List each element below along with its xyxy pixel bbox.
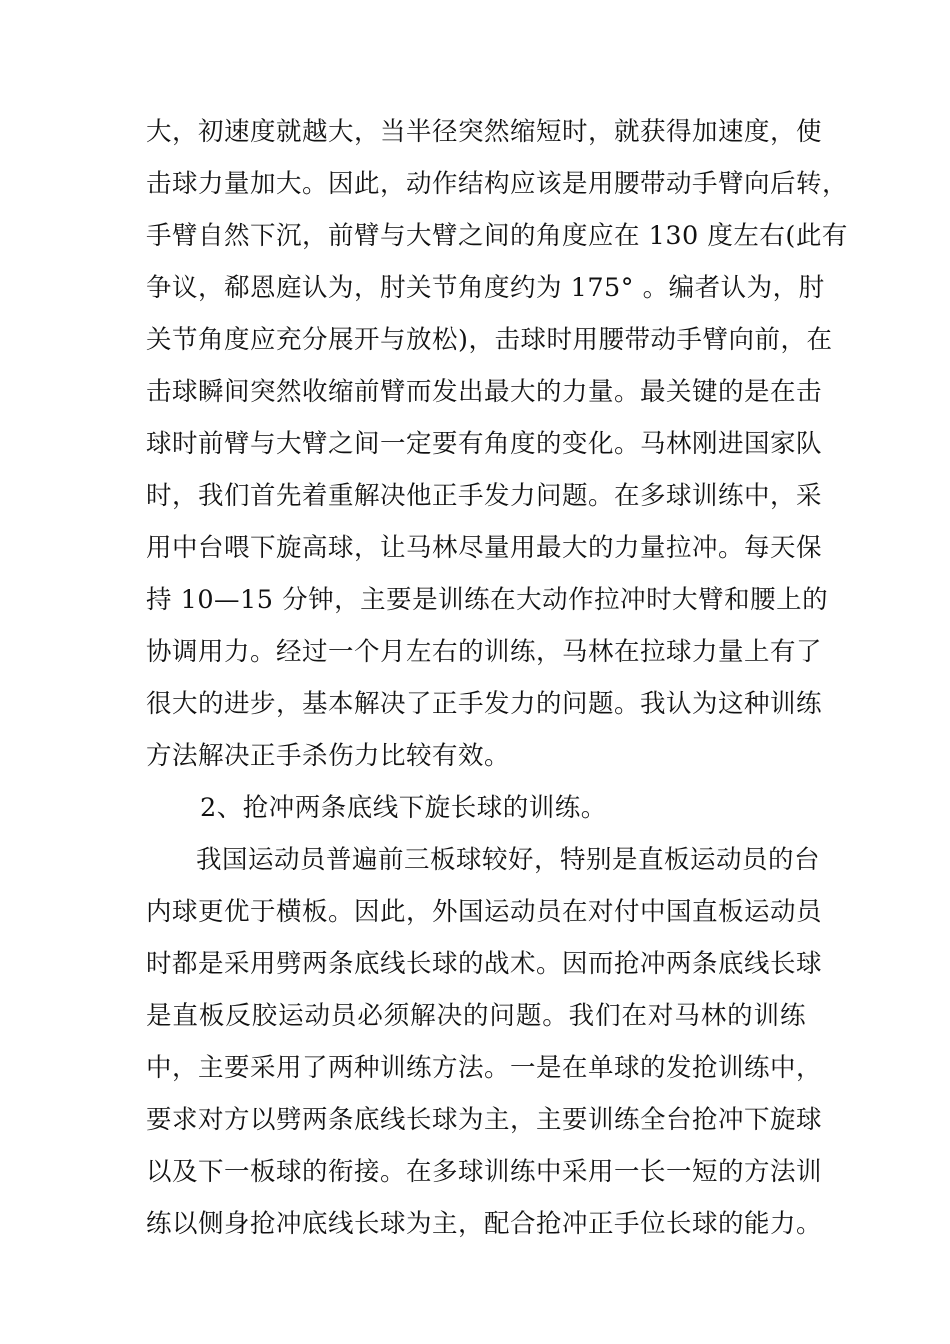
paragraph-2-line-8: 练以侧身抢冲底线长球为主，配合抢冲正手位长球的能力。: [146, 1209, 823, 1239]
paragraph-1-line-11: 协调用力。经过一个月左右的训练，马林在拉球力量上有了: [146, 637, 823, 667]
paragraph-2-line-4: 是直板反胶运动员必须解决的问题。我们在对马林的训练: [146, 1001, 806, 1031]
paragraph-1-line-1: 大，初速度就越大，当半径突然缩短时，就获得加速度，使: [146, 117, 823, 147]
paragraph-2-line-7: 以及下一板球的衔接。在多球训练中采用一长一短的方法训: [146, 1157, 823, 1187]
paragraph-2-line-2: 内球更优于横板。因此，外国运动员在对付中国直板运动员: [146, 897, 823, 927]
paragraph-1-line-13: 方法解决正手杀伤力比较有效。: [146, 741, 511, 771]
paragraph-1-line-12: 很大的进步，基本解决了正手发力的问题。我认为这种训练: [146, 689, 823, 719]
paragraph-1-line-7: 球时前臂与大臂之间一定要有角度的变化。马林刚进国家队: [146, 429, 823, 459]
paragraph-2-line-6: 要求对方以劈两条底线长球为主，主要训练全台抢冲下旋球: [146, 1105, 823, 1135]
paragraph-1-line-4: 争议，郗恩庭认为，肘关节角度约为 175° 。编者认为，肘: [146, 273, 825, 303]
paragraph-1-line-9: 用中台喂下旋高球，让马林尽量用最大的力量拉冲。每天保: [146, 533, 823, 563]
paragraph-2-line-1: 我国运动员普遍前三板球较好，特别是直板运动员的台: [196, 845, 821, 875]
section-heading: 2、抢冲两条底线下旋长球的训练。: [200, 793, 607, 823]
paragraph-1-line-5: 关节角度应充分展开与放松)，击球时用腰带动手臂向前，在: [146, 325, 833, 355]
paragraph-1-line-2: 击球力量加大。因此，动作结构应该是用腰带动手臂向后转，: [146, 169, 849, 199]
paragraph-2-line-5: 中，主要采用了两种训练方法。一是在单球的发抢训练中，: [146, 1053, 823, 1083]
paragraph-1-line-6: 击球瞬间突然收缩前臂而发出最大的力量。最关键的是在击: [146, 377, 823, 407]
paragraph-2-line-3: 时都是采用劈两条底线长球的战术。因而抢冲两条底线长球: [146, 949, 823, 979]
paragraph-1-line-8: 时，我们首先着重解决他正手发力问题。在多球训练中，采: [146, 481, 823, 511]
paragraph-1-line-10: 持 10—15 分钟，主要是训练在大动作拉冲时大臂和腰上的: [146, 585, 829, 615]
paragraph-1-line-3: 手臂自然下沉，前臂与大臂之间的角度应在 130 度左右(此有: [146, 221, 848, 251]
